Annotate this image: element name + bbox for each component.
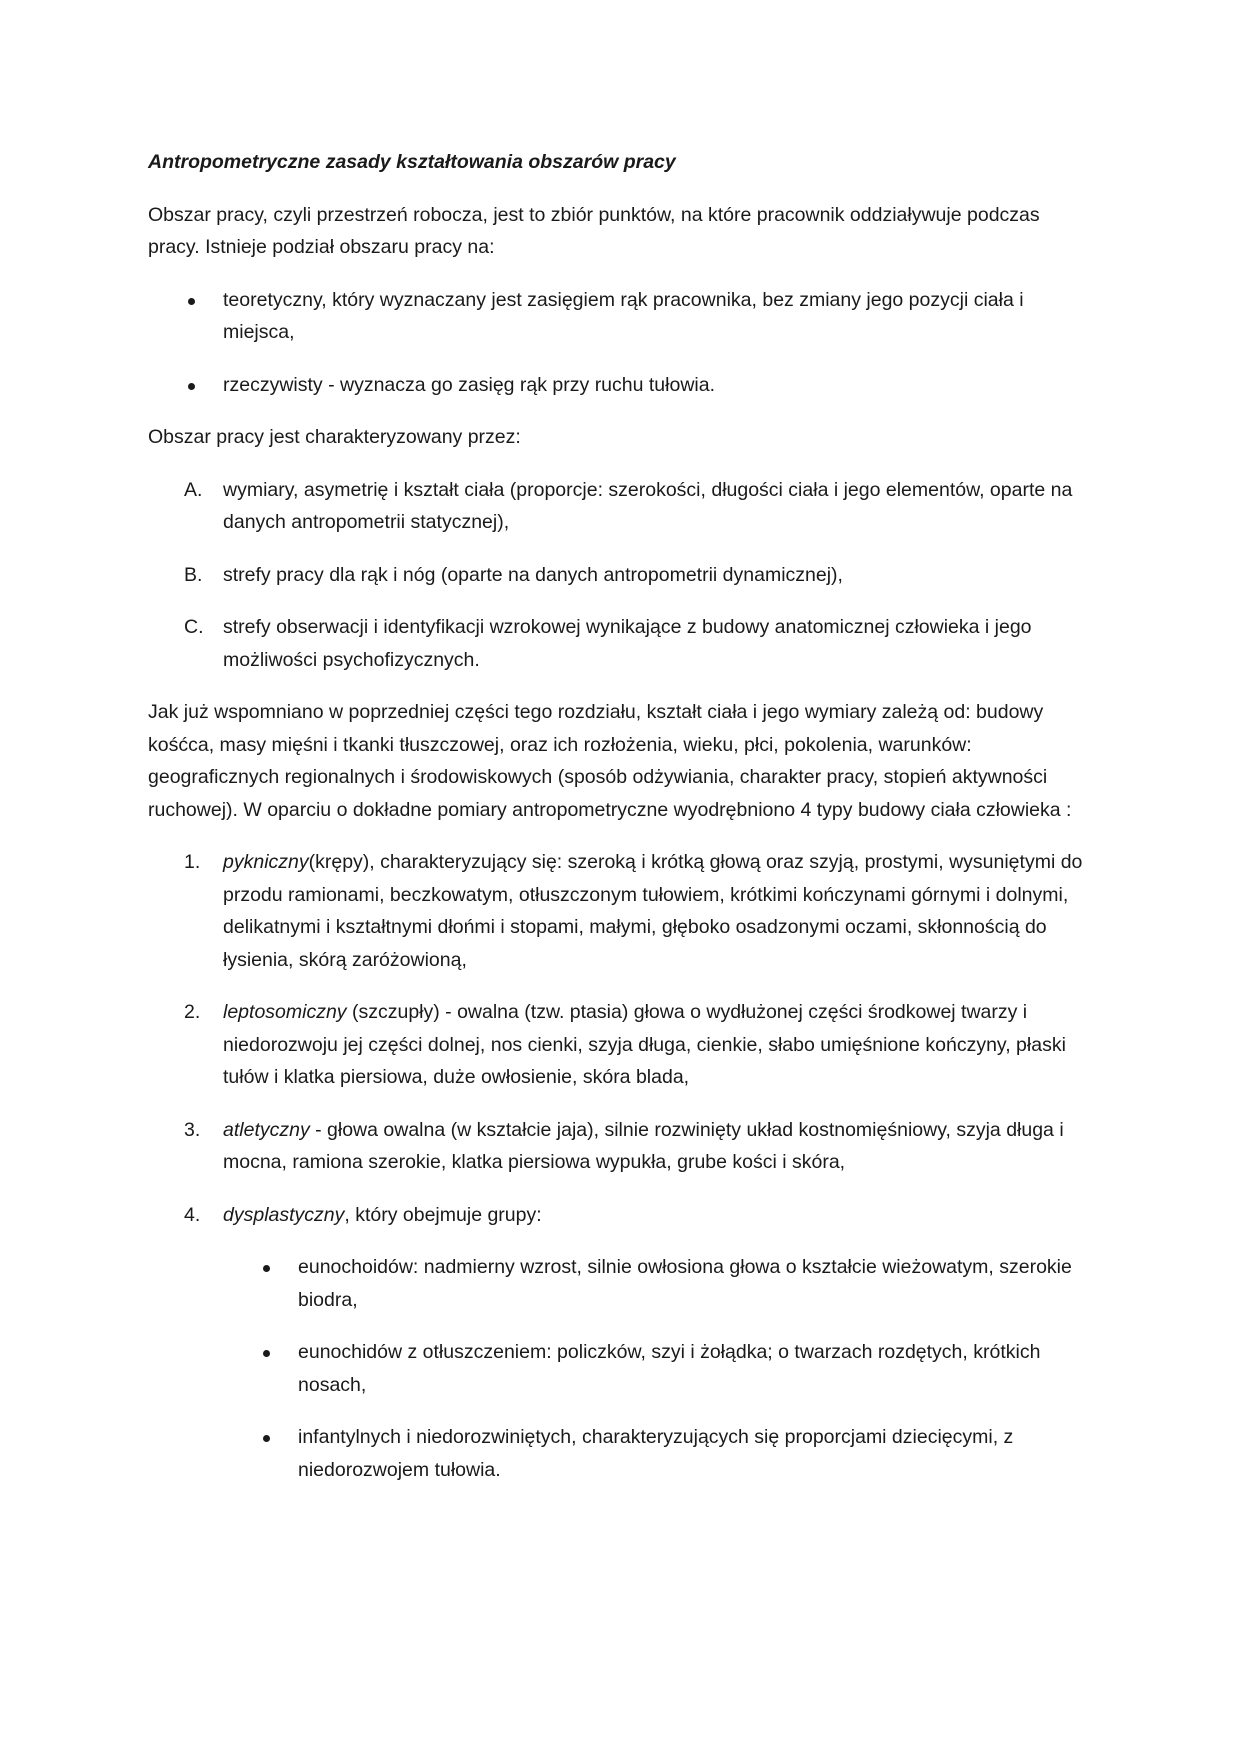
list-marker: 4. [184,1203,201,1226]
list-item-text: eunochoidów: nadmierny wzrost, silnie owłosiona głowa o kształcie wieżowatym, szerokie biodra, [298,1256,1072,1311]
list-item [148,559,1093,592]
list-marker: B. [184,563,203,586]
list-item-text: rzeczywisty - wyznacza go zasięg rąk przy ruchu tułowia. [223,373,716,396]
list-item [148,369,1093,402]
list-marker: A. [184,478,203,501]
body-types-list [148,846,1093,1486]
intro-paragraph: Obszar pracy, czyli przestrzeń robocza, jest to zbiór punktów, na które pracownik oddziaływuje podczas pracy. Istnieje podział obszaru pracy na: [148,203,1040,258]
list-item-text: strefy obserwacji i identyfikacji wzrokowej wynikające z budowy anatomicznej człowieka i jego możliwości psychofizycznych. [223,616,1032,671]
list-item [148,1114,1093,1179]
body-types-paragraph: Jak już wspomniano w poprzedniej części tego rozdziału, kształt ciała i jego wymiary zależą od: budowy kośćca, masy mięśni i tkanki tłuszczowej, oraz ich rozłożenia, wieku, płci, pokolenia, warunków: geograficznych regionalnych i środowiskowych (sposób odżywiania, charakter pracy, stopień aktywności ruchowej). W oparciu o dokładne pomiary antropometryczne wyodrębniono 4 typy budowy ciała człowieka : [148,701,1072,821]
list-item-text: strefy pracy dla rąk i nóg (oparte na danych antropometrii dynamicznej), [223,563,843,586]
list-item [223,1421,1093,1486]
document-body [148,146,1093,1506]
type-term: atletyczny [223,1118,310,1141]
list-item [223,1251,1093,1316]
list-marker: 2. [184,1001,201,1023]
list-item [148,846,1093,976]
subgroups-list [223,1251,1093,1486]
characterized-paragraph: Obszar pracy jest charakteryzowany przez: [148,426,521,448]
list-item-text: wymiary, asymetrię i kształt ciała (proporcje: szerokości, długości ciała i jego elementów, oparte na danych antropometrii statycznej), [223,478,1073,533]
bullet-icon [188,298,195,305]
list-item-text: (szczupły) - owalna (tzw. ptasia) głowa o wydłużonej części środkowej twarzy i niedorozwoju jej części dolnej, nos cienki, szyja długa, cienkie, słabo umięśnione kończyny, płaski tułów i klatka piersiowa, duże owłosienie, skóra blada, [223,1001,1066,1088]
list-marker: C. [184,616,204,638]
list-marker: 3. [184,1118,201,1141]
document-title: Antropometryczne zasady kształtowania obszarów pracy [148,151,676,173]
bullet-icon [263,1265,270,1272]
division-list [148,284,1093,402]
list-item-text: eunochidów z otłuszczeniem: policzków, szyi i żołądka; o twarzach rozdętych, krótkich nosach, [298,1341,1041,1396]
features-list [148,474,1093,677]
type-term: leptosomiczny [223,1001,347,1023]
bullet-icon [263,1350,270,1357]
list-item [148,1199,1093,1487]
list-item [148,996,1093,1094]
list-item-text: teoretyczny, który wyznaczany jest zasięgiem rąk pracownika, bez zmiany jego pozycji ciała i miejsca, [223,288,1024,343]
list-item-text: - głowa owalna (w kształcie jaja), silnie rozwinięty układ kostnomięśniowy, szyja długa i mocna, ramiona szerokie, klatka piersiowa wypukła, grube kości i skóra, [223,1118,1064,1173]
list-item [148,611,1093,676]
list-item-text: , który obejmuje grupy: [344,1203,542,1226]
list-item-text: infantylnych i niedorozwiniętych, charakteryzujących się proporcjami dziecięcymi, z niedorozwojem tułowia. [298,1426,1014,1481]
bullet-icon [188,383,195,390]
list-item [148,474,1093,539]
list-marker: 1. [184,851,201,873]
list-item-text: (krępy), charakteryzujący się: szeroką i krótką głową oraz szyją, prostymi, wysuniętymi do przodu ramionami, beczkowatym, otłuszczonym tułowiem, krótkimi kończynami górnymi i dolnymi, delikatnymi i kształtnymi dłońmi i stopami, małymi, głęboko osadzonymi oczami, skłonnością do łysienia, skórą zaróżowioną, [223,851,1083,971]
type-term: dysplastyczny [223,1203,345,1226]
list-item [223,1336,1093,1401]
bullet-icon [263,1435,270,1442]
type-term: pykniczny [223,851,309,873]
list-item [148,284,1093,349]
